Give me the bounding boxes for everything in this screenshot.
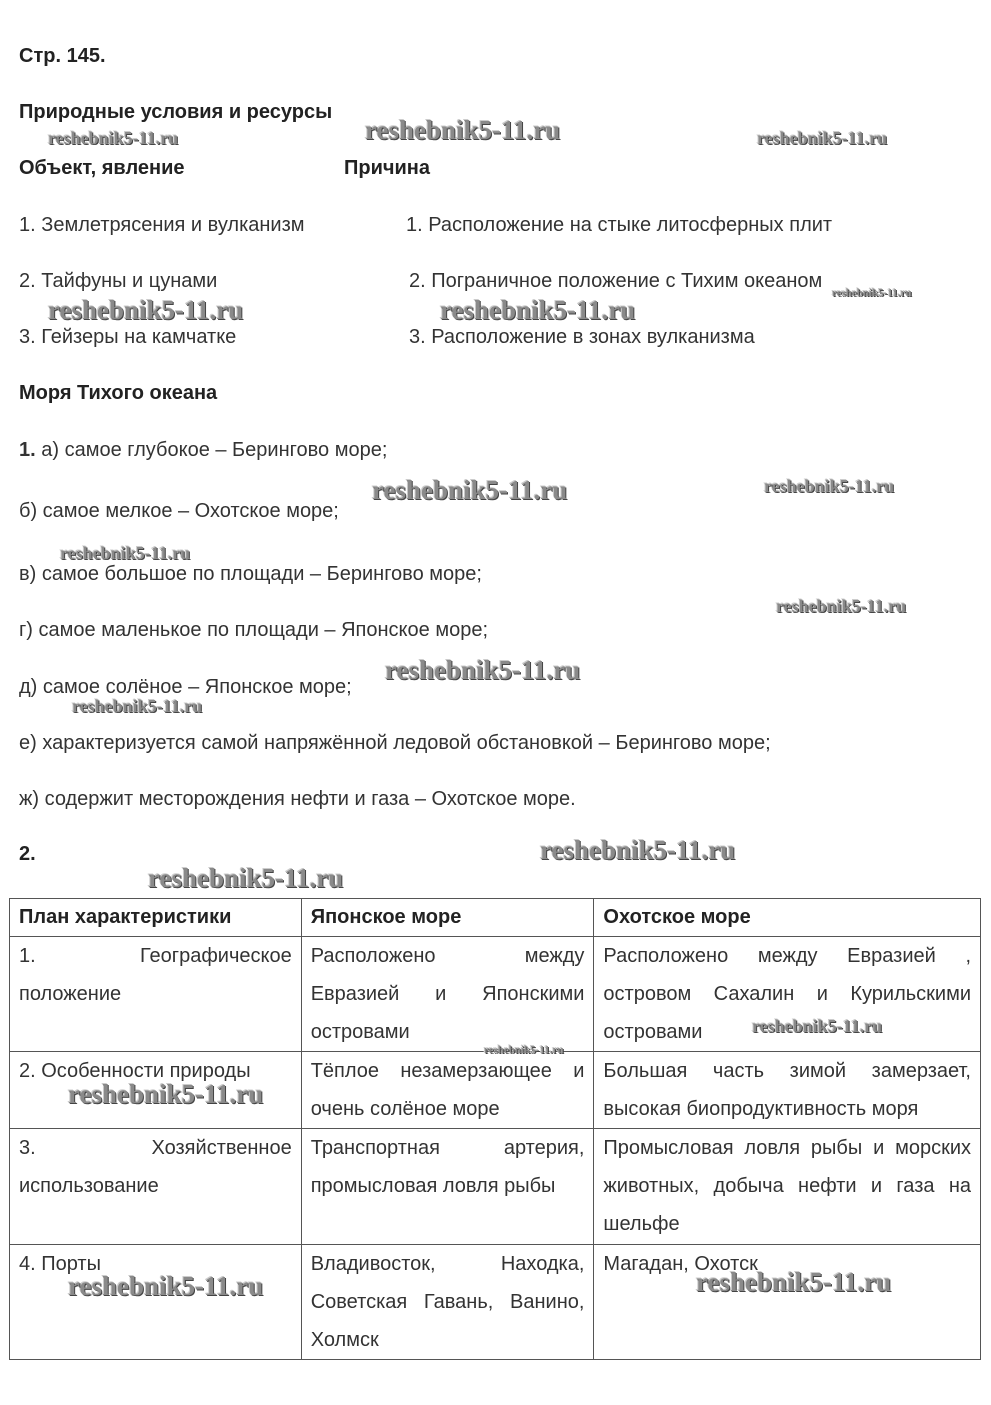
answer-item: б) самое мелкое – Охотское море; [19, 500, 339, 522]
watermark: reshebnik5-11.ru [148, 863, 344, 893]
watermark: reshebnik5-11.ru [757, 128, 888, 148]
cause-item: 3. Расположение в зонах вулканизма [409, 326, 755, 348]
table-cell: Промысловая ловля рыбы и морских животных, добыча нефти и газа на шельфе [594, 1129, 981, 1245]
question-number: 2. [19, 843, 36, 865]
watermark: reshebnik5-11.ru [696, 1267, 892, 1297]
table-header: План характеристики [10, 899, 302, 937]
table-row [10, 1129, 981, 1245]
table-cell: Расположено между Евразией , островом Сахалин и Курильскими островами [594, 937, 981, 1052]
watermark: reshebnik5-11.ru [48, 295, 244, 325]
table-cell: Магадан, Охотск [594, 1245, 981, 1360]
column-header-cause: Причина [344, 157, 430, 179]
watermark: reshebnik5-11.ru [60, 543, 191, 563]
watermark: reshebnik5-11.ru [440, 295, 636, 325]
object-item: 2. Тайфуны и цунами [19, 270, 218, 292]
watermark: reshebnik5-11.ru [385, 655, 581, 685]
section-title: Природные условия и ресурсы [19, 101, 333, 123]
table-header: Японское море [301, 899, 594, 937]
answer-item: е) характеризуется самой напряжённой ледовой обстановкой – Берингово море; [19, 732, 771, 754]
watermark: reshebnik5-11.ru [372, 475, 568, 505]
table-cell: Большая часть зимой замерзает, высокая биопродуктивность моря [594, 1052, 981, 1129]
table-header: Охотское море [594, 899, 981, 937]
page-label: Стр. 145. [19, 45, 106, 67]
table-cell: Расположено между Евразией и Японскими островами [301, 937, 594, 1052]
answer-item: г) самое маленькое по площади – Японское море; [19, 619, 489, 641]
table-header-row [10, 899, 981, 937]
table-cell: Владивосток, Находка, Советская Гавань, Ванино, Холмск [301, 1245, 594, 1360]
table-cell: 4. Порты [10, 1245, 302, 1360]
cause-item: 1. Расположение на стыке литосферных плит [406, 214, 833, 236]
answer-item: в) самое большое по площади – Берингово море; [19, 563, 482, 585]
watermark: reshebnik5-11.ru [68, 1271, 264, 1301]
watermark: reshebnik5-11.ru [764, 476, 895, 496]
column-header-object: Объект, явление [19, 157, 185, 179]
cause-item: 2. Пограничное положение с Тихим океаном [409, 270, 823, 292]
answer-item: д) самое солёное – Японское море; [19, 676, 352, 698]
watermark: reshebnik5-11.ru [72, 696, 203, 716]
watermark: reshebnik5-11.ru [484, 1044, 564, 1056]
watermark: reshebnik5-11.ru [752, 1016, 883, 1036]
question-number: 1. [19, 439, 36, 461]
object-item: 1. Землетрясения и вулканизм [19, 214, 305, 236]
table-cell: Транспортная артерия, промысловая ловля рыбы [301, 1129, 594, 1245]
answer-item: ж) содержит месторождения нефти и газа – Охотское море. [19, 788, 576, 810]
watermark: reshebnik5-11.ru [540, 835, 736, 865]
watermark: reshebnik5-11.ru [832, 287, 912, 299]
table-cell: 3. Хозяйственное использование [10, 1129, 302, 1245]
watermark: reshebnik5-11.ru [365, 115, 561, 145]
table-row [10, 1245, 981, 1360]
watermark: reshebnik5-11.ru [48, 128, 179, 148]
table-cell: 2. Особенности природы [10, 1052, 302, 1129]
table-cell: 1. Географическое положение [10, 937, 302, 1052]
section-title: Моря Тихого океана [19, 382, 218, 404]
answer-item: 1. а) самое глубокое – Берингово море; [19, 439, 388, 461]
object-item: 3. Гейзеры на камчатке [19, 326, 237, 348]
table-cell: Тёплое незамерзающее и очень солёное море [301, 1052, 594, 1129]
watermark: reshebnik5-11.ru [68, 1079, 264, 1109]
watermark: reshebnik5-11.ru [776, 596, 907, 616]
